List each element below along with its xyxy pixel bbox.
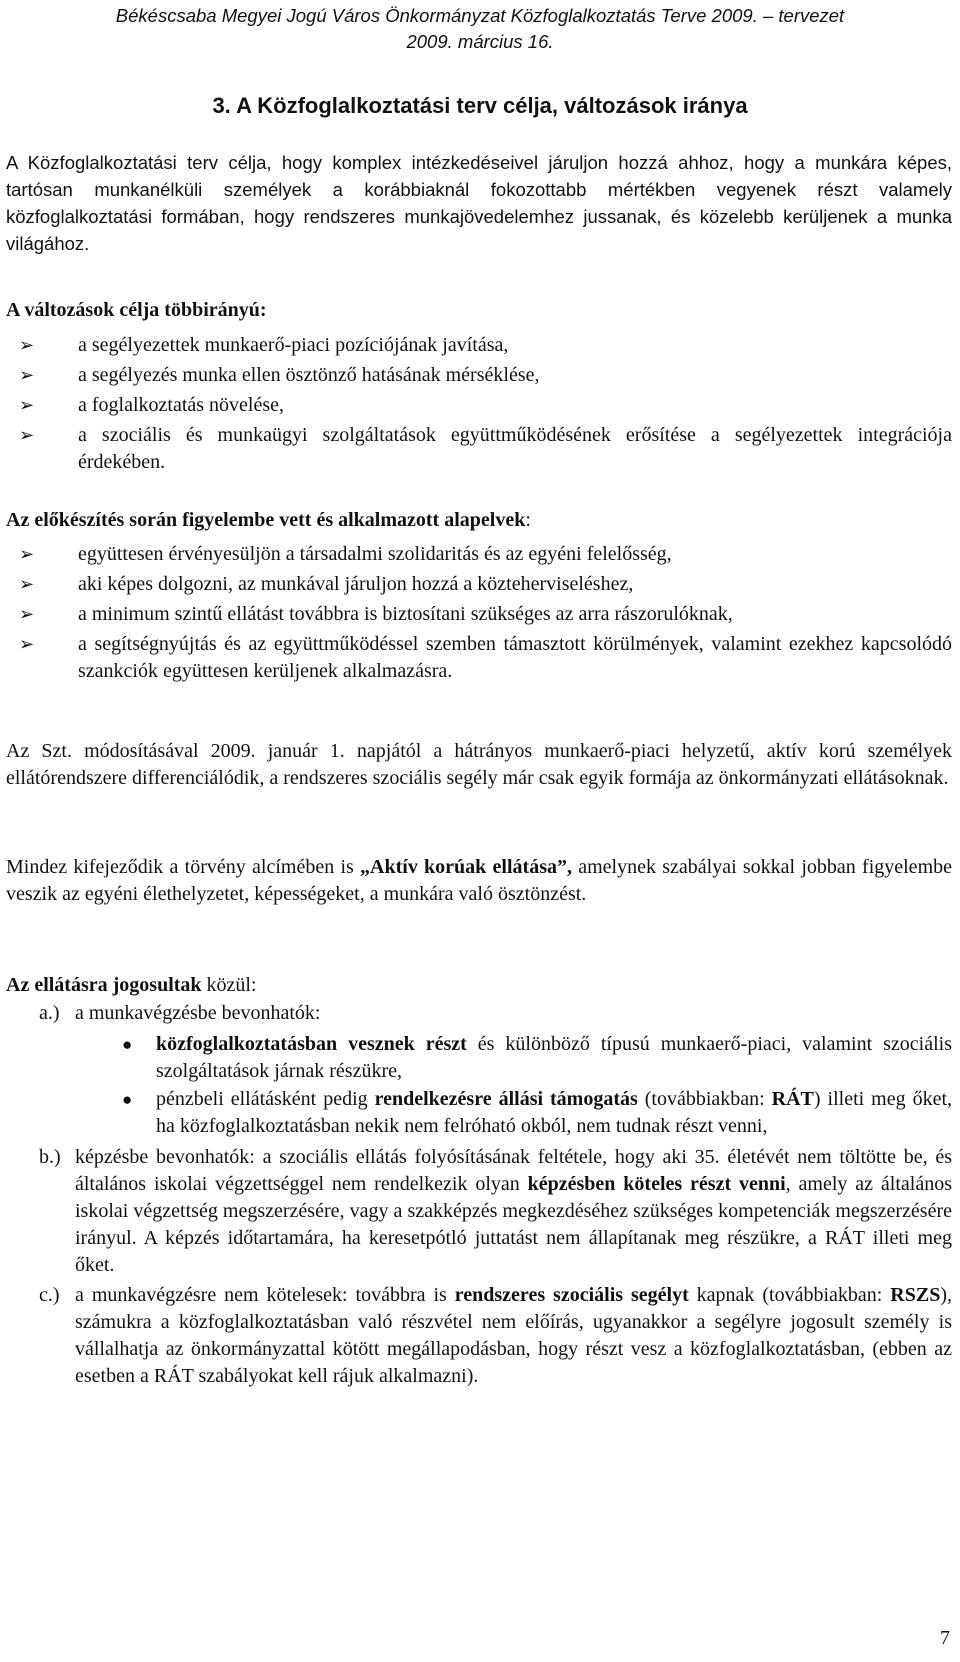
arrow-bullet-icon: ➢ <box>19 634 35 654</box>
arrow-bullet-icon: ➢ <box>19 574 35 594</box>
szt-section <box>6 738 952 792</box>
arrow-bullet-icon: ➢ <box>19 544 35 564</box>
intro-paragraph: A Közfoglalkoztatási terv célja, hogy komplex intézkedéseivel járuljon hozzá ahhoz, hogy a munkára képes, tartósan munkanélküli személyek a korábbiaknál fokozottabb mértékben vegyenek részt valamely közfoglalkoztatási formában, hogy rendszeres munkajövedelemhez jussanak, és közelebb kerüljenek a munka világához. <box>6 152 952 254</box>
changes-list <box>6 332 952 476</box>
arrow-bullet-icon: ➢ <box>19 395 35 415</box>
szt-paragraph: Az Szt. módosításával 2009. január 1. napjától a hátrányos munkaerő-piaci helyzetű, aktív korú személyek ellátórendszere differenciálódik, a rendszeres szociális segély már csak egyik formája az önkormányzati ellátásoknak. <box>6 740 952 789</box>
list-item: ➢ a segítségnyújtás és az együttműködéssel szemben támasztott körülmények, valamint ezekhez kapcsolódó szankciók együttesen kerüljenek alkalmazásra. <box>19 633 952 682</box>
list-item: ➢ a szociális és munkaügyi szolgáltatások együttműködésének erősítése a segélyezettek integrációja érdekében. <box>19 424 952 473</box>
list-item: ● pénzbeli ellátásként pedig rendelkezésre állási támogatás (továbbiakban: RÁT) illeti meg őket, ha közfoglalkoztatásban nekik nem felróható okból, nem tudnak részt venni, <box>122 1088 952 1137</box>
mindez-section <box>6 854 952 908</box>
item-label: a.) <box>39 1002 60 1024</box>
list-item: ➢ a foglalkoztatás növelése, <box>6 392 952 419</box>
bullet-dot-icon: ● <box>122 1090 133 1109</box>
list-item: ● közfoglalkoztatásban vesznek részt és különböző típusú munkaerő-piaci, valamint szociális szolgáltatások járnak részükre, <box>122 1033 952 1082</box>
list-item: ➢ a segélyezés munka ellen ösztönző hatásának mérséklése, <box>6 362 952 389</box>
item-label: b.) <box>39 1146 61 1168</box>
list-item: ➢ a minimum szintű ellátást továbbra is biztosítani szükséges az arra rászorulóknak, <box>6 601 952 628</box>
list-item: ➢ együttesen érvényesüljön a társadalmi szolidaritás és az egyéni felelősség, <box>6 541 952 568</box>
entitled-item-c: c.) a munkavégzésre nem kötelesek: továbbra is rendszeres szociális segélyt kapnak (továbbiakban: RSZS), számukra a közfoglalkoztatásban való részvétel nem előírás, ugyanakkor a segélyre jogosult személy is vállalhatja az önkormányzattal kötött megállapodásban, hogy részt vesz a közfoglalkoztatásban, (ebben az esetben a RÁT szabályokat kell rájuk alkalmazni). <box>39 1284 952 1387</box>
principles-heading: Az előkészítés során figyelembe vett és alkalmazott alapelvek: <box>6 509 531 531</box>
header-date: 2009. március 16. <box>406 31 554 52</box>
mindez-paragraph: Mindez kifejeződik a törvény alcímében is „Aktív korúak ellátása”, amelynek szabályai sokkal jobban figyelembe veszik az egyéni élethelyzetet, képességeket, a munkára való ösztönzést. <box>6 856 952 905</box>
entitled-heading: Az ellátásra jogosultak közül: <box>6 974 257 996</box>
list-item: ➢ a segélyezettek munkaerő-piaci pozíciójának javítása, <box>6 332 952 359</box>
arrow-bullet-icon: ➢ <box>19 335 35 355</box>
page-number: 7 <box>940 1627 950 1649</box>
entitled-item-b: b.) képzésbe bevonhatók: a szociális ellátás folyósításának feltétele, hogy aki 35. életévét nem töltötte be, és általános iskolai végzettséggel nem rendelkezik olyan képzésben köteles részt venni, amely az általános iskolai végzettség megszerzésére, vagy a szakképzés megkezdéséhez szükséges kompetenciák megszerzésére irányul. A képzés időtartamára, ha keresetpótló juttatást nem állapítanak meg részükre, a RÁT illeti meg őket. <box>39 1146 952 1276</box>
changes-heading: A változások célja többirányú: <box>6 299 267 321</box>
arrow-bullet-icon: ➢ <box>19 604 35 624</box>
list-item: ➢ aki képes dolgozni, az munkával járuljon hozzá a közteherviseléshez, <box>6 571 952 598</box>
entitled-section <box>6 972 952 1390</box>
entitled-item-a: a.) a munkavégzésbe bevonhatók: <box>6 1000 952 1027</box>
section-title: 3. A Közfoglalkoztatási terv célja, változások iránya <box>212 93 748 118</box>
page-header <box>6 3 954 55</box>
arrow-bullet-icon: ➢ <box>19 365 35 385</box>
arrow-bullet-icon: ➢ <box>19 425 35 445</box>
intro-section <box>6 149 952 257</box>
principles-section <box>6 507 952 685</box>
changes-section <box>6 297 952 324</box>
header-title: Békéscsaba Megyei Jogú Város Önkormányzat Közfoglalkoztatás Terve 2009. – tervezet <box>115 5 845 26</box>
item-label: c.) <box>39 1284 60 1306</box>
bullet-dot-icon: ● <box>122 1035 133 1054</box>
